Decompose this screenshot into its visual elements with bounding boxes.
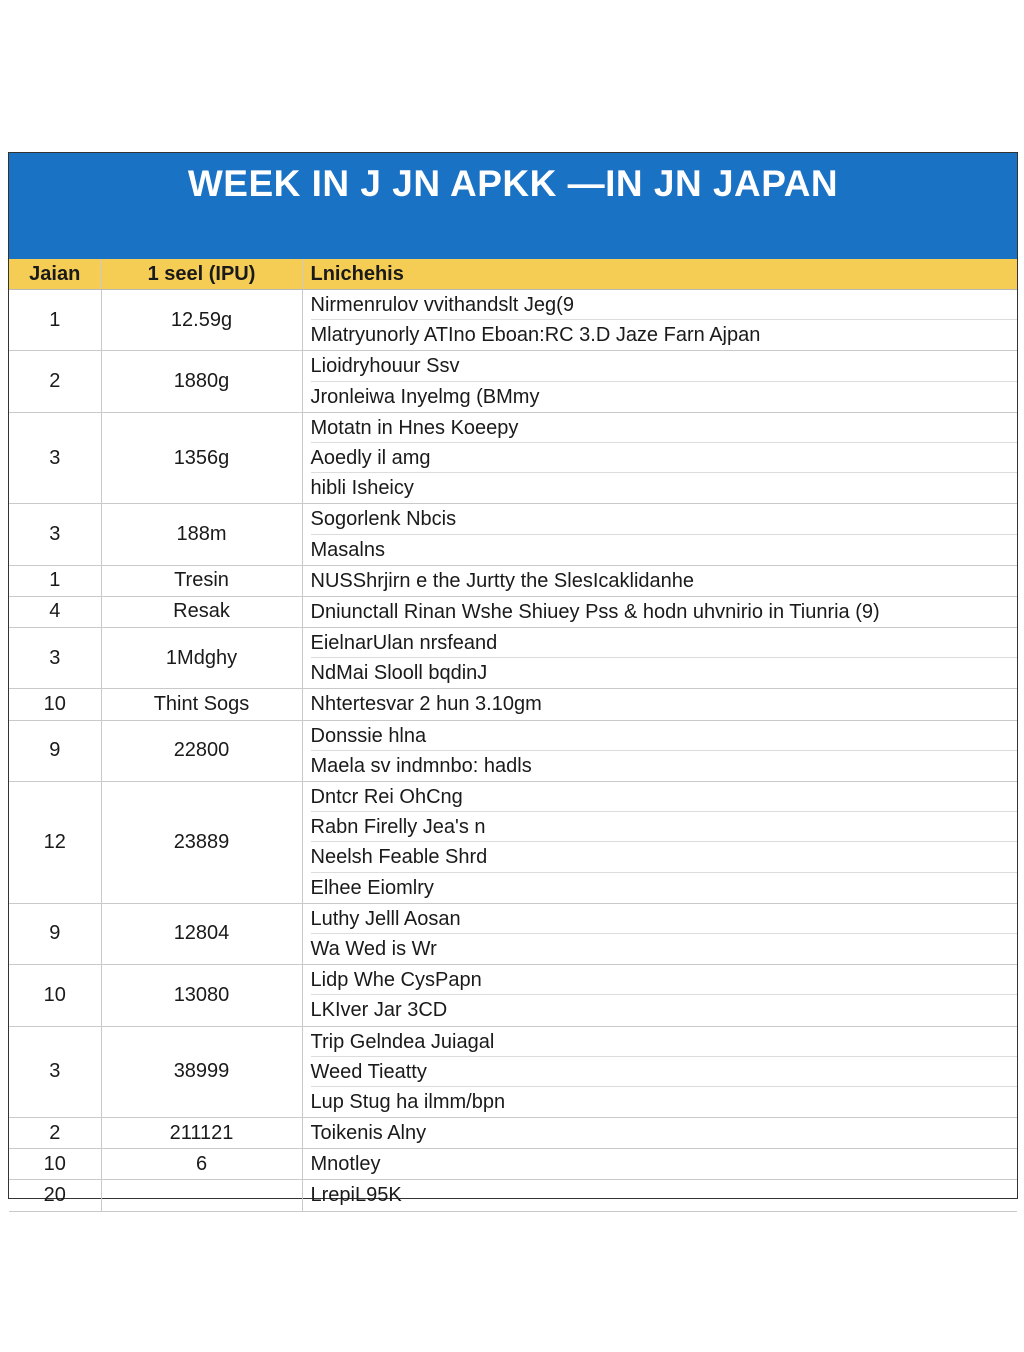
row-value-cell: 1Mdghy <box>101 628 302 689</box>
row-value-cell: Tresin <box>101 565 302 596</box>
table-row <box>9 720 1017 781</box>
row-value-cell: 1356g <box>101 412 302 504</box>
row-notes-cell <box>302 1149 1017 1180</box>
row-notes-cell <box>302 689 1017 720</box>
row-value-cell: 22800 <box>101 720 302 781</box>
table-body <box>9 290 1017 1212</box>
note-line: Donssie hlna <box>311 721 1018 751</box>
document-sheet <box>8 152 1018 1207</box>
row-notes-cell <box>302 290 1017 351</box>
table-row <box>9 689 1017 720</box>
column-header: Lnichehis <box>302 259 1017 290</box>
note-line: Lup Stug ha ilmm/bpn <box>310 1090 506 1113</box>
row-notes-cell <box>302 720 1017 781</box>
column-header: 1 seel (IPU) <box>101 259 302 290</box>
note-line: Trip Gelndea Juiagal <box>311 1027 1018 1057</box>
note-line: Mnotley <box>310 1153 381 1176</box>
row-number-cell: 10 <box>9 965 101 1026</box>
note-line: NUSShrjirn e the Jurtty the SlesIcaklidanhe <box>310 569 695 592</box>
row-value-cell: 188m <box>101 504 302 565</box>
note-line: Masalns <box>310 538 385 561</box>
note-line: Elhee Eiomlry <box>310 876 434 899</box>
note-line: Wa Wed is Wr <box>310 937 437 960</box>
table-row <box>9 504 1017 565</box>
row-value-cell: Thint Sogs <box>101 689 302 720</box>
row-notes-cell <box>302 628 1017 689</box>
note-line: Mlatryunorly ATIno Eboan:RC 3.D Jaze Farn Ajpan <box>310 324 761 347</box>
note-line: Nirmenrulov vvithandslt Jeg(9 <box>311 290 1018 320</box>
row-notes-cell <box>302 1118 1017 1149</box>
note-line: hibli Isheicy <box>310 477 414 500</box>
note-line: Aoedly il amg <box>311 443 1018 473</box>
table-row <box>9 965 1017 1026</box>
note-line: Dniunctall Rinan Wshe Shiuey Pss & hodn uhvnirio in Tiunria (9) <box>310 600 880 623</box>
table-row <box>9 782 1017 904</box>
row-notes-cell <box>302 903 1017 964</box>
note-line: Weed Tieatty <box>311 1057 1018 1087</box>
row-value-cell: 38999 <box>101 1026 302 1118</box>
row-number-cell: 1 <box>9 290 101 351</box>
row-notes-cell <box>302 504 1017 565</box>
row-value-cell: Resak <box>101 596 302 627</box>
row-number-cell: 9 <box>9 720 101 781</box>
row-notes-cell <box>302 782 1017 904</box>
note-line: Neelsh Feable Shrd <box>311 842 1018 872</box>
table-row <box>9 596 1017 627</box>
note-line: Rabn Firelly Jea's n <box>311 812 1018 842</box>
row-number-cell: 1 <box>9 565 101 596</box>
note-line: Toikenis Alny <box>310 1122 427 1145</box>
column-header: Jaian <box>9 259 101 290</box>
table-row <box>9 351 1017 412</box>
row-number-cell: 3 <box>9 628 101 689</box>
table-header <box>9 259 1017 290</box>
row-number-cell: 10 <box>9 1149 101 1180</box>
row-number-cell: 9 <box>9 903 101 964</box>
row-notes-cell <box>302 1180 1017 1211</box>
table-row <box>9 1118 1017 1149</box>
row-value-cell: 12804 <box>101 903 302 964</box>
row-number-cell: 3 <box>9 412 101 504</box>
row-notes-cell <box>302 351 1017 412</box>
table-row <box>9 565 1017 596</box>
row-number-cell: 2 <box>9 351 101 412</box>
row-value-cell: 1880g <box>101 351 302 412</box>
table-row <box>9 290 1017 351</box>
row-number-cell: 3 <box>9 1026 101 1118</box>
row-value-cell <box>101 1180 302 1211</box>
note-line: NdMai Slooll bqdinJ <box>310 662 488 685</box>
table-row <box>9 412 1017 504</box>
row-number-cell: 2 <box>9 1118 101 1149</box>
row-number-cell: 20 <box>9 1180 101 1211</box>
row-value-cell: 23889 <box>101 782 302 904</box>
note-line: Motatn in Hnes Koeepy <box>311 413 1018 443</box>
note-line: LrepiL95K <box>310 1184 402 1207</box>
row-number-cell: 12 <box>9 782 101 904</box>
table-row <box>9 1149 1017 1180</box>
note-line: LKIver Jar 3CD <box>310 999 448 1022</box>
row-value-cell: 211121 <box>101 1118 302 1149</box>
row-notes-cell <box>302 1026 1017 1118</box>
title-banner <box>9 153 1017 259</box>
table-row <box>9 903 1017 964</box>
row-value-cell: 12.59g <box>101 290 302 351</box>
table-row <box>9 1180 1017 1211</box>
note-line: Lioidryhouur Ssv <box>311 351 1018 381</box>
note-line: Maela sv indmnbo: hadls <box>310 754 532 777</box>
row-number-cell: 10 <box>9 689 101 720</box>
row-notes-cell <box>302 596 1017 627</box>
row-notes-cell <box>302 412 1017 504</box>
note-line: EielnarUlan nrsfeand <box>311 628 1018 658</box>
row-notes-cell <box>302 965 1017 1026</box>
note-line: Nhtertesvar 2 hun 3.10gm <box>310 693 542 716</box>
row-value-cell: 13080 <box>101 965 302 1026</box>
data-table <box>9 259 1017 1212</box>
row-number-cell: 3 <box>9 504 101 565</box>
note-line: Jronleiwa Inyelmg (BMmy <box>310 385 540 408</box>
note-line: Lidp Whe CysPapn <box>311 965 1018 995</box>
row-value-cell: 6 <box>101 1149 302 1180</box>
row-number-cell: 4 <box>9 596 101 627</box>
table-row <box>9 1026 1017 1118</box>
note-line: Dntcr Rei OhCng <box>311 782 1018 812</box>
note-line: Sogorlenk Nbcis <box>311 504 1018 534</box>
page-title: WEEK IN J JN APKK —IN JN JAPAN <box>187 163 839 204</box>
table-row <box>9 628 1017 689</box>
note-line: Luthy Jelll Aosan <box>311 904 1018 934</box>
row-notes-cell <box>302 565 1017 596</box>
